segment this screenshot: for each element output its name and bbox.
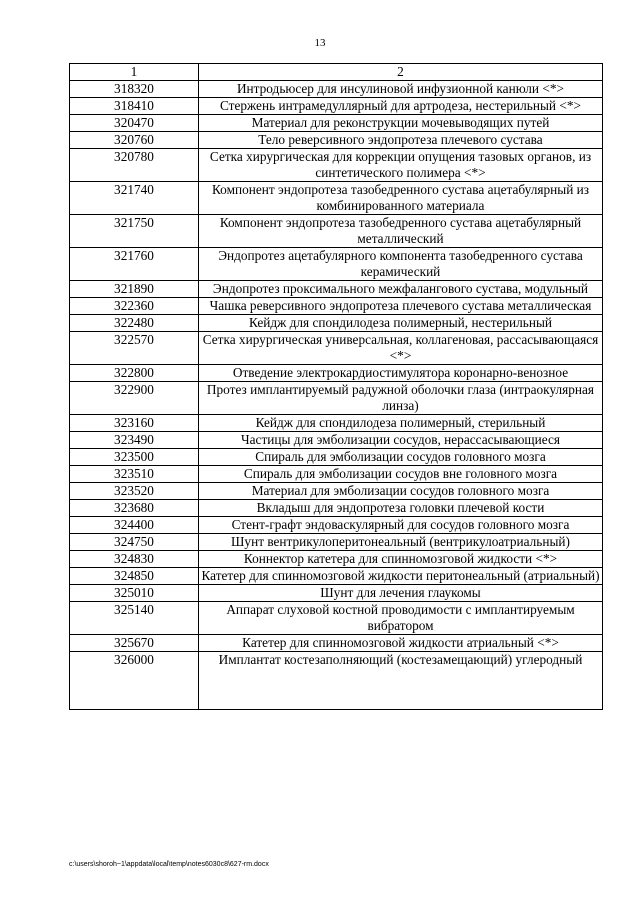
- device-code-cell: 322900: [70, 382, 199, 415]
- device-code-cell: 325140: [70, 602, 199, 635]
- device-name-cell: Катетер для спинномозговой жидкости перитонеальный (атриальный): [199, 568, 603, 585]
- device-code-cell: 320470: [70, 115, 199, 132]
- device-name-cell: Материал для реконструкции мочевыводящих путей: [199, 115, 603, 132]
- table-row: [70, 281, 603, 298]
- table-row: [70, 81, 603, 98]
- device-code-cell: 326000: [70, 652, 199, 710]
- device-code-cell: 318320: [70, 81, 199, 98]
- device-name-cell: Спираль для эмболизации сосудов головного мозга: [199, 449, 603, 466]
- column-header-name: 2: [199, 64, 603, 81]
- table-row: [70, 500, 603, 517]
- table-row: [70, 415, 603, 432]
- device-code-cell: 323500: [70, 449, 199, 466]
- device-code-cell: 320760: [70, 132, 199, 149]
- device-name-cell: Кейдж для спондилодеза полимерный, стерильный: [199, 415, 603, 432]
- device-name-cell: Аппарат слуховой костной проводимости с имплантируемым вибратором: [199, 602, 603, 635]
- device-code-cell: 321760: [70, 248, 199, 281]
- table-row: [70, 298, 603, 315]
- device-code-cell: 322800: [70, 365, 199, 382]
- page-number: 13: [314, 37, 326, 49]
- device-name-cell: Чашка реверсивного эндопротеза плечевого сустава металлическая: [199, 298, 603, 315]
- device-code-cell: 321740: [70, 182, 199, 215]
- table-row: [70, 382, 603, 415]
- table-row: [70, 182, 603, 215]
- table-row: [70, 332, 603, 365]
- device-name-cell: Коннектор катетера для спинномозговой жидкости <*>: [199, 551, 603, 568]
- device-name-cell: Эндопротез проксимального межфалангового сустава, модульный: [199, 281, 603, 298]
- device-name-cell: Тело реверсивного эндопротеза плечевого сустава: [199, 132, 603, 149]
- table-row: [70, 483, 603, 500]
- device-code-cell: 322570: [70, 332, 199, 365]
- device-code-cell: 321750: [70, 215, 199, 248]
- device-name-cell: Стент-графт эндоваскулярный для сосудов головного мозга: [199, 517, 603, 534]
- device-code-cell: 323160: [70, 415, 199, 432]
- table-row: [70, 449, 603, 466]
- table-row: [70, 635, 603, 652]
- table-header-row: [70, 64, 603, 81]
- device-name-cell: Протез имплантируемый радужной оболочки глаза (интраокулярная линза): [199, 382, 603, 415]
- device-code-cell: 324750: [70, 534, 199, 551]
- device-code-cell: 324400: [70, 517, 199, 534]
- table-row: [70, 534, 603, 551]
- device-name-cell: Компонент эндопротеза тазобедренного сустава ацетабулярный металлический: [199, 215, 603, 248]
- table-row: [70, 466, 603, 483]
- device-code-cell: 322360: [70, 298, 199, 315]
- table-row: [70, 365, 603, 382]
- device-name-cell: Шунт вентрикулоперитонеальный (вентрикулоатриальный): [199, 534, 603, 551]
- device-code-cell: 325010: [70, 585, 199, 602]
- device-name-cell: Стержень интрамедуллярный для артродеза, нестерильный <*>: [199, 98, 603, 115]
- device-name-cell: Шунт для лечения глаукомы: [199, 585, 603, 602]
- device-code-cell: 320780: [70, 149, 199, 182]
- footer-file-path: c:\users\shoroh~1\appdata\local\temp\notes6030c8\627-rm.docx: [69, 861, 269, 868]
- device-code-cell: 323510: [70, 466, 199, 483]
- table-row: [70, 585, 603, 602]
- device-code-cell: 324830: [70, 551, 199, 568]
- device-name-cell: Отведение электрокардиостимулятора коронарно-венозное: [199, 365, 603, 382]
- device-code-cell: 322480: [70, 315, 199, 332]
- table-row: [70, 248, 603, 281]
- device-name-cell: Сетка хирургическая для коррекции опущения тазовых органов, из синтетического полимера <*>: [199, 149, 603, 182]
- device-code-cell: 318410: [70, 98, 199, 115]
- table-row: [70, 568, 603, 585]
- device-name-cell: Компонент эндопротеза тазобедренного сустава ацетабулярный из комбинированного материала: [199, 182, 603, 215]
- table-row: [70, 517, 603, 534]
- device-code-cell: 323490: [70, 432, 199, 449]
- device-name-cell: Кейдж для спондилодеза полимерный, нестерильный: [199, 315, 603, 332]
- device-name-cell: Имплантат костезаполняющий (костезамещающий) углеродный: [199, 652, 603, 710]
- device-name-cell: Вкладыш для эндопротеза головки плечевой кости: [199, 500, 603, 517]
- device-name-cell: Эндопротез ацетабулярного компонента тазобедренного сустава керамический: [199, 248, 603, 281]
- device-code-table: [69, 63, 603, 710]
- table-row: [70, 432, 603, 449]
- device-name-cell: Частицы для эмболизации сосудов, нерассасывающиеся: [199, 432, 603, 449]
- device-name-cell: Спираль для эмболизации сосудов вне головного мозга: [199, 466, 603, 483]
- device-name-cell: Катетер для спинномозговой жидкости атриальный <*>: [199, 635, 603, 652]
- table-row: [70, 215, 603, 248]
- table-row: [70, 315, 603, 332]
- table-row: [70, 652, 603, 710]
- device-name-cell: Материал для эмболизации сосудов головного мозга: [199, 483, 603, 500]
- table-row: [70, 149, 603, 182]
- table-row: [70, 551, 603, 568]
- device-name-cell: Интродьюсер для инсулиновой инфузионной канюли <*>: [199, 81, 603, 98]
- table-row: [70, 132, 603, 149]
- device-name-cell: Сетка хирургическая универсальная, коллагеновая, рассасывающаяся <*>: [199, 332, 603, 365]
- device-code-cell: 323680: [70, 500, 199, 517]
- column-header-code: 1: [70, 64, 199, 81]
- table-row: [70, 98, 603, 115]
- device-code-cell: 324850: [70, 568, 199, 585]
- table-row: [70, 602, 603, 635]
- table-row: [70, 115, 603, 132]
- device-code-cell: 325670: [70, 635, 199, 652]
- device-code-cell: 321890: [70, 281, 199, 298]
- device-code-cell: 323520: [70, 483, 199, 500]
